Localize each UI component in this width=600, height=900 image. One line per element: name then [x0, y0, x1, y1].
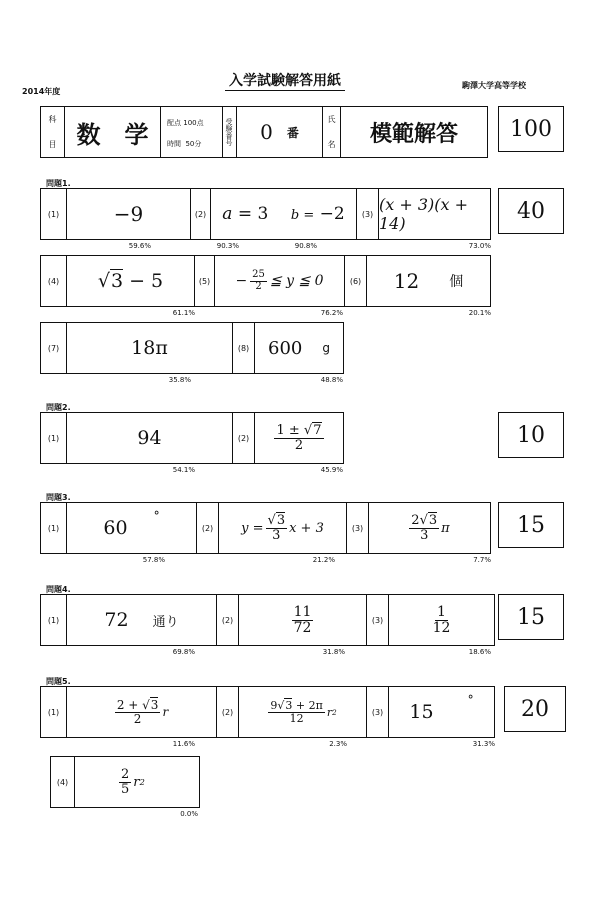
subject-value: 数 学	[65, 107, 161, 157]
problem3-score: 15	[498, 502, 564, 548]
p2q2-den: 2	[294, 437, 304, 453]
problem1-score: 40	[498, 188, 564, 234]
p1q7-answer: 18π	[67, 323, 233, 373]
ban-label: 番	[286, 125, 299, 140]
p3q3-num-pre: 2	[411, 512, 420, 528]
p1q2-b-label: b =	[290, 208, 315, 223]
problem3-label: 問題3.	[46, 493, 71, 502]
p5-row2	[50, 756, 200, 808]
p1-row3	[40, 322, 344, 374]
p5q4-rate: 0.0%	[180, 810, 198, 818]
p1q4-no: (4)	[41, 256, 67, 306]
problem2-score: 10	[498, 412, 564, 458]
exam-no: 0	[260, 120, 273, 144]
p3q2-rate: 21.2%	[312, 556, 335, 564]
p4q2-answer	[239, 595, 367, 645]
p2q2-num-root: 7	[313, 422, 322, 438]
p5q4-answer	[75, 757, 199, 807]
p5q2-tail: r	[326, 705, 333, 719]
p3q3-no: (3)	[347, 503, 369, 553]
p3q2-tail: x + 3	[289, 520, 324, 536]
p4q1-answer-cell	[67, 595, 217, 645]
p5q3-answer: 15	[409, 701, 434, 723]
p1q2-no: (2)	[191, 189, 211, 239]
p1q1-rate: 59.6%	[128, 242, 151, 250]
time-label: 時間	[167, 140, 181, 148]
p4q2-no: (2)	[217, 595, 239, 645]
name-value: 模範解答	[369, 121, 458, 147]
subject-label-bottom: 目	[48, 140, 57, 149]
p1q2-a-label: a =	[222, 204, 253, 224]
p5q2-no: (2)	[217, 687, 239, 737]
name-label-bottom: 名	[327, 140, 336, 149]
subject-label-top: 科	[48, 115, 57, 124]
p1-row1	[40, 188, 491, 240]
p1q8-answer: 600	[268, 337, 303, 359]
p3q3-tail: π	[441, 520, 450, 536]
p1q7-rate: 35.8%	[168, 376, 191, 384]
p1q1-no: (1)	[41, 189, 67, 239]
p5q1-rate: 11.6%	[172, 740, 195, 748]
problem2-label: 問題2.	[46, 403, 71, 412]
p5q1-tail: r	[162, 705, 169, 719]
p1q5-den: 2	[255, 280, 262, 292]
problem5-score: 20	[504, 686, 566, 732]
p1q5-num: 25	[252, 269, 265, 280]
p3q3-num-root: 3	[428, 512, 438, 528]
points-time	[161, 107, 223, 157]
p2q1-answer: 94	[67, 413, 233, 463]
name-label-top: 氏	[327, 115, 336, 124]
p5q3-unit: °	[467, 693, 474, 707]
p3q2-answer: y = $\frac{√3}{3}$ x + 3	[219, 503, 347, 553]
p1q8-no: (8)	[233, 323, 255, 373]
p5q3-rate: 31.3%	[472, 740, 495, 748]
p3q2-no: (2)	[197, 503, 219, 553]
p1q6-answer: 12	[393, 269, 420, 293]
p1q8-unit: g	[322, 341, 330, 355]
p1q5-minus: −	[235, 273, 248, 289]
p4-row1	[40, 594, 495, 646]
p3q1-unit: °	[153, 509, 160, 523]
p4q3-rate: 18.6%	[468, 648, 491, 656]
p5q4-sup: 2	[139, 777, 145, 787]
p5q3-no: (3)	[367, 687, 389, 737]
school-name: 駒澤大学高等学校	[462, 81, 526, 90]
points-value: 100点	[183, 119, 204, 127]
p5q2-answer: $\frac{9√3 + 2\pi}{12}$ r 2	[239, 687, 367, 737]
p4q2-den: 72	[293, 619, 312, 636]
p2-row1	[40, 412, 344, 464]
points-label: 配点	[167, 119, 181, 127]
p3q3-answer: $\frac{2√3}{3}$ π	[411, 512, 450, 543]
p1q5-no: (5)	[195, 256, 215, 306]
p1q5-tail: ≦ y ≦ 0	[269, 273, 324, 289]
p3q2-num-root: 3	[276, 512, 286, 528]
p1q6-answer-cell	[367, 256, 490, 306]
p4q1-no: (1)	[41, 595, 67, 645]
p3q1-answer: 60	[103, 517, 128, 539]
p1q4-rate: 61.1%	[172, 309, 195, 317]
p5q1-num-pre: 2 +	[116, 697, 143, 712]
p1q8-rate: 48.8%	[320, 376, 343, 384]
exam-year: 2014年度	[22, 87, 61, 96]
p5q3-answer-cell	[389, 687, 494, 737]
p3-row1	[40, 502, 491, 554]
problem5-label: 問題5.	[46, 677, 71, 686]
p2q2-num-pre: 1 ±	[276, 422, 304, 438]
p1q8-answer-cell	[255, 323, 343, 373]
p5-row1	[40, 686, 495, 738]
p4q2-num: 11	[293, 603, 312, 620]
p3q1-answer-cell	[67, 503, 197, 553]
time-value: 50分	[185, 140, 202, 148]
p5q1-num-root: 3	[150, 697, 159, 712]
name-label	[323, 107, 341, 157]
p5q1-no: (1)	[41, 687, 67, 737]
p1q1-answer: −9	[67, 189, 191, 239]
p4q1-rate: 69.8%	[172, 648, 195, 656]
exam-no-label: 受験番号	[223, 107, 237, 157]
p4q2-rate: 31.8%	[322, 648, 345, 656]
p4q1-answer: 72	[104, 609, 129, 631]
p1q3-rate: 73.0%	[468, 242, 491, 250]
p5q4-den: 5	[121, 781, 130, 797]
p1q7-no: (7)	[41, 323, 67, 373]
p3q2-den: 3	[272, 527, 281, 543]
header-table	[40, 106, 488, 158]
p3q2-pre: y =	[241, 520, 264, 536]
p3q3-rate: 7.7%	[473, 556, 491, 564]
p1q4-answer: √3 − 5	[67, 256, 195, 306]
p2q2-no: (2)	[233, 413, 255, 463]
p1-row2	[40, 255, 491, 307]
p1q6-unit: 個	[449, 274, 464, 290]
p5q4-no: (4)	[51, 757, 75, 807]
p1q2-a: 3	[257, 204, 269, 224]
p4q3-num: 1	[437, 603, 446, 620]
p1q3-no: (3)	[357, 189, 379, 239]
p1q2a-rate: 90.3%	[216, 242, 239, 250]
subject-label	[41, 107, 65, 157]
p5q2-rate: 2.3%	[329, 740, 347, 748]
p5q1-answer: $\frac{2 + √3}{2}$ r	[67, 687, 217, 737]
p2q1-rate: 54.1%	[172, 466, 195, 474]
exam-no-cell	[237, 107, 323, 157]
p5q2-den: 12	[289, 711, 304, 725]
problem1-label: 問題1.	[46, 179, 71, 188]
p1q4-root: 3	[110, 270, 124, 292]
p2q2-answer: $\frac{1 \pm √7}{2}$	[276, 422, 322, 453]
p4q3-den: 12	[432, 619, 451, 636]
p5q2-num-root: 3	[285, 698, 293, 712]
p1q5-answer	[215, 256, 345, 306]
p1q2-answer	[211, 189, 357, 239]
p4q1-unit: 通り	[152, 614, 179, 630]
problem4-score: 15	[498, 594, 564, 640]
p3q1-no: (1)	[41, 503, 67, 553]
p3q1-rate: 57.8%	[142, 556, 165, 564]
p1q6-no: (6)	[345, 256, 367, 306]
p1q3-answer: (x + 3)(x + 14)	[379, 195, 469, 233]
p1q2b-rate: 90.8%	[294, 242, 317, 250]
p1q2-b: −2	[319, 204, 345, 224]
p5q2-sup: 2	[332, 707, 337, 717]
page-title: 入学試験解答用紙	[225, 70, 345, 91]
p1q4-tail: − 5	[129, 270, 164, 292]
p3q3-den: 3	[420, 527, 429, 543]
p1q6-rate: 20.1%	[468, 309, 491, 317]
p5q2-num-post: + 2π	[292, 698, 323, 712]
p5q1-den: 2	[133, 711, 142, 726]
p5q4-tail: r	[133, 774, 140, 790]
p4q3-no: (3)	[367, 595, 389, 645]
problem4-label: 問題4.	[46, 585, 71, 594]
total-score: 100	[498, 106, 564, 152]
p5q2-num-pre: 9	[270, 698, 278, 712]
p2q1-no: (1)	[41, 413, 67, 463]
p5q4-num: 2	[121, 766, 130, 782]
p2q2-rate: 45.9%	[320, 466, 343, 474]
p4q3-answer	[389, 595, 494, 645]
p1q5-rate: 76.2%	[320, 309, 343, 317]
